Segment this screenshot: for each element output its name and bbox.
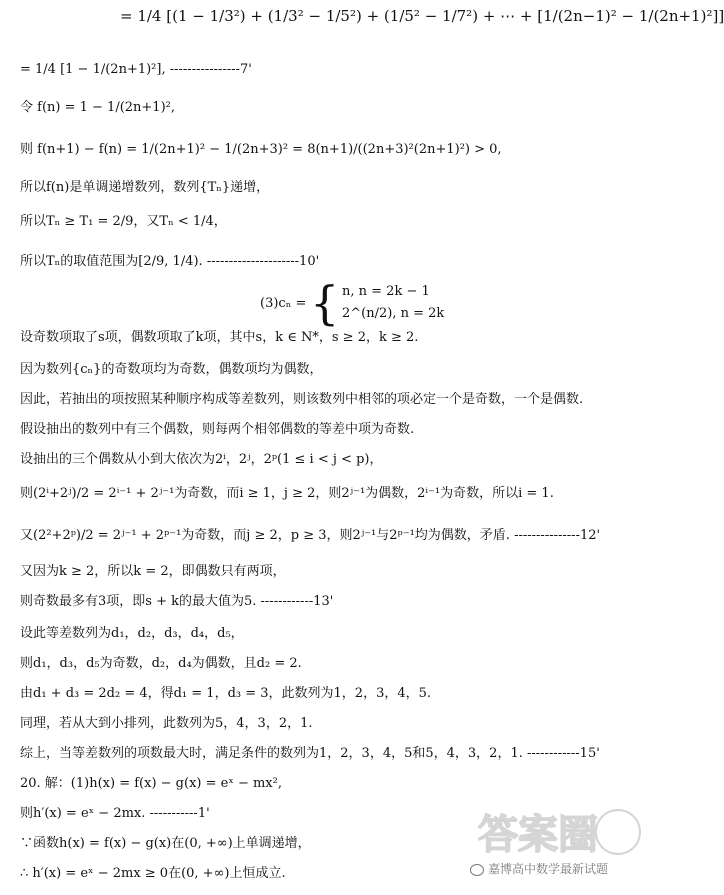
text-line-11-text: 因此，若抽出的项按照某种顺序构成等差数列，则该数列中相邻的项必定一个是奇数，一个是偶数.	[20, 392, 584, 407]
text-line-14-text: 则(2ⁱ+2ʲ)/2 = 2ⁱ⁻¹ + 2ʲ⁻¹为奇数，而i ≥ 1，j ≥ 2，则2ʲ⁻¹为偶数，2ⁱ⁻¹为奇数，所以i = 1.	[20, 486, 554, 501]
text-line-16-text: 又因为k ≥ 2，所以k = 2，即偶数只有两项，	[20, 564, 286, 579]
text-line-10-text: 因为数列{cₙ}的奇数项均为奇数，偶数项均为偶数，	[20, 362, 323, 377]
text-line-3	[20, 100, 175, 116]
text-line-15-text: 又(2²+2ᵖ)/2 = 2ʲ⁻¹ + 2ᵖ⁻¹为奇数，而j ≥ 2，p ≥ 3，则2ʲ⁻¹与2ᵖ⁻¹均为偶数，矛盾. ---------------12'	[20, 528, 601, 543]
text-line-20-text: 由d₁ + d₃ = 2d₂ = 4，得d₁ = 1，d₃ = 3，此数列为1，2，3，4，5.	[20, 686, 432, 701]
equation-line-1-text: = 1/4 [(1 − 1/3²) + (1/3² − 1/5²) + (1/5² − 1/7²) + ⋯ + [1/(2n−1)² − 1/(2n+1)²]]	[120, 7, 724, 25]
text-line-23-text: 20. 解：(1)h(x) = f(x) − g(x) = eˣ − mx²,	[20, 776, 282, 791]
text-line-21-text: 同理，若从大到小排列，此数列为5，4，3，2，1.	[20, 716, 313, 731]
text-line-25	[20, 836, 311, 852]
text-line-24	[20, 806, 210, 822]
text-line-17-text: 则奇数最多有3项，即s + k的最大值为5. ------------13'	[20, 594, 334, 609]
watermark-logo	[470, 790, 650, 895]
text-line-19-text: 则d₁，d₃，d₅为奇数，d₂，d₄为偶数，且d₂ = 2.	[20, 656, 302, 671]
text-line-6	[20, 214, 227, 230]
text-line-26-text: ∴ h′(x) = eˣ − 2mx ≥ 0在(0, +∞)上恒成立.	[20, 866, 286, 881]
equation-line-2	[20, 62, 252, 78]
text-line-15	[20, 528, 600, 544]
text-line-11	[20, 392, 583, 408]
piecewise-case-1	[342, 284, 430, 300]
text-line-20	[20, 686, 431, 702]
text-line-12-text: 假设抽出的数列中有三个偶数，则每两个相邻偶数的等差中项为奇数.	[20, 422, 415, 437]
text-line-24-text: 则h′(x) = eˣ − 2mx. -----------1'	[20, 806, 210, 821]
text-line-25-text: ∵函数h(x) = f(x) − g(x)在(0, +∞)上单调递增，	[20, 836, 311, 851]
text-line-18-text: 设此等差数列为d₁，d₂，d₃，d₄，d₅，	[20, 626, 244, 641]
text-line-18	[20, 626, 244, 642]
text-line-17	[20, 594, 333, 610]
text-line-6-text: 所以Tₙ ≥ T₁ = 2/9，又Tₙ < 1/4，	[20, 214, 227, 229]
piecewise-case-2-text: 2^(n/2), n = 2k	[342, 306, 445, 321]
piecewise-brace: {	[310, 276, 340, 330]
text-line-5-text: 所以f(n)是单调递增数列，数列{Tₙ}递增，	[20, 180, 270, 195]
watermark-caption	[470, 860, 608, 877]
text-line-23	[20, 776, 282, 792]
text-line-21	[20, 716, 313, 732]
piecewise-prefix: (3)cₙ =	[260, 296, 307, 311]
text-line-22-text: 综上，当等差数列的项数最大时，满足条件的数列为1，2，3，4，5和5，4，3，2，1. ------------15'	[20, 746, 600, 761]
text-line-13-text: 设抽出的三个偶数从小到大依次为2ⁱ，2ʲ，2ᵖ(1 ≤ i < j < p)，	[20, 452, 383, 467]
text-line-7-text: 所以Tₙ的取值范围为[2/9, 1/4). ---------------------10'	[20, 254, 320, 269]
watermark-caption-text: 嘉博高中数学最新试题	[488, 862, 609, 876]
text-line-10	[20, 362, 322, 378]
text-line-9	[20, 330, 418, 346]
text-line-26	[20, 866, 286, 882]
text-line-13	[20, 452, 382, 468]
text-line-19	[20, 656, 302, 672]
equation-line-1	[120, 8, 724, 26]
wechat-icon	[470, 864, 484, 876]
piecewise-case-1-text: n, n = 2k − 1	[342, 284, 430, 299]
text-line-4	[20, 142, 502, 158]
watermark-logo-text: 答案圈	[478, 812, 598, 858]
text-line-3-text: 令 f(n) = 1 − 1/(2n+1)²,	[20, 100, 175, 115]
text-line-22	[20, 746, 600, 762]
equation-line-2-text: = 1/4 [1 − 1/(2n+1)²], ----------------7'	[20, 62, 252, 77]
watermark-circle	[596, 810, 640, 854]
text-line-12	[20, 422, 414, 438]
piecewise-definition	[260, 296, 306, 312]
piecewise-case-2	[342, 306, 444, 322]
text-line-16	[20, 564, 286, 580]
text-line-14	[20, 486, 554, 502]
text-line-4-text: 则 f(n+1) − f(n) = 1/(2n+1)² − 1/(2n+3)² = 8(n+1)/((2n+3)²(2n+1)²) > 0,	[20, 142, 502, 157]
text-line-9-text: 设奇数项取了s项，偶数项取了k项，其中s，k ∈ N*，s ≥ 2，k ≥ 2.	[20, 330, 419, 345]
text-line-7	[20, 254, 319, 270]
text-line-5	[20, 180, 269, 196]
